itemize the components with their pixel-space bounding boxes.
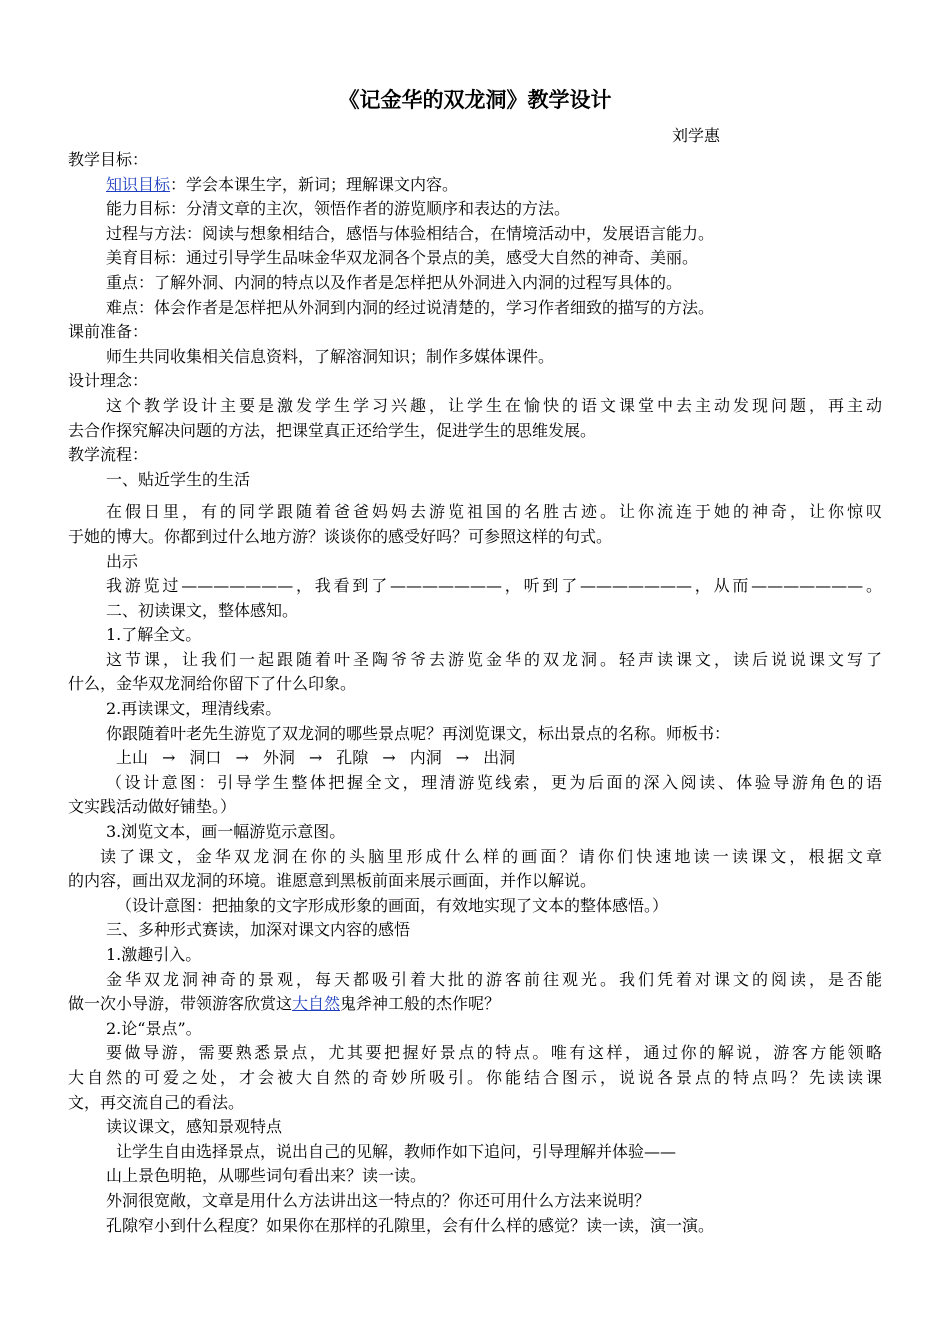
paragraph-line: 什么，金华双龙洞给你留下了什么印象。 xyxy=(68,674,357,694)
section-title: 一、贴近学生的生活 xyxy=(106,469,251,489)
prep-text: 师生共同收集相关信息资料，了解溶洞知识；制作多媒体课件。 xyxy=(106,346,555,366)
flow-heading: 教学流程： xyxy=(68,445,149,465)
arrow-icon: → xyxy=(235,748,249,768)
paragraph-line: 大自然的可爱之处，才会被大自然的奇妙所吸引。你能结合图示，说说各景点的特点吗？先读读课 xyxy=(68,1067,882,1087)
paragraph-line: 金华双龙洞神奇的景观，每天都吸引着大批的游客前往观光。我们凭着对课文的阅读，是否能 xyxy=(106,969,882,989)
goal-knowledge-text: ：学会本课生字，新词；理解课文内容。 xyxy=(170,174,459,194)
document-title: 《记金华的双龙洞》教学设计 xyxy=(338,88,612,112)
paragraph-text: 鬼斧神工般的杰作呢？ xyxy=(340,994,501,1014)
step-title: 1.激趣引入。 xyxy=(106,945,202,964)
step-title: 2.再读课文，理清线索。 xyxy=(106,699,282,719)
paragraph-line: 你跟随着叶老先生游览了双龙洞的哪些景点呢？再浏览课文，标出景点的名称。师板书： xyxy=(106,723,731,743)
design-intent-line: 文实践活动做好铺垫。） xyxy=(68,797,237,817)
paragraph-line: 在假日里，有的同学跟随着爸爸妈妈去游览祖国的名胜古迹。让你流连于她的神奇，让你惊叹 xyxy=(106,502,882,522)
show-label: 出示 xyxy=(106,551,139,571)
paragraph-line xyxy=(68,992,882,1017)
sentence-pattern: 我游览过———————，我看到了———————，听到了———————，从而———————。 xyxy=(106,576,882,596)
nature-link[interactable]: 大自然 xyxy=(292,994,341,1014)
route-stop: 外洞 xyxy=(262,748,295,768)
arrow-icon: → xyxy=(308,748,323,768)
arrow-icon: → xyxy=(162,748,176,768)
section-title: 三、多种形式赛读，加深对课文内容的感悟 xyxy=(106,920,411,940)
arrow-icon: → xyxy=(455,748,470,768)
paragraph-line: 要做导游，需要熟悉景点，尤其要把握好景点的特点。唯有这样，通过你的解说，游客方能领略 xyxy=(106,1043,882,1063)
author-name: 刘学惠 xyxy=(672,126,721,145)
design-intent-line: （设计意图：引导学生整体把握全文，理清游览线索，更为后面的深入阅读、体验导游角色的语 xyxy=(106,772,882,792)
route-stop: 出洞 xyxy=(483,748,516,768)
question-line: 外洞很宽敞，文章是用什么方法讲出这一特点的？你还可用什么方法来说明？ xyxy=(106,1190,651,1210)
goal-key-point: 重点：了解外洞、内洞的特点以及作者是怎样把从外洞进入内洞的过程写具体的。 xyxy=(106,272,683,292)
document-body xyxy=(68,148,882,1238)
step-title: 2.论“景点”。 xyxy=(106,1018,202,1038)
paragraph-line: 的内容，画出双龙洞的环境。谁愿意到黑板前面来展示画面，并作以解说。 xyxy=(68,871,597,891)
concept-line: 去合作探究解决问题的方法，把课堂真正还给学生，促进学生的思维发展。 xyxy=(68,420,597,440)
paragraph-line: 于她的博大。你都到过什么地方游？谈谈你的感受好吗？可参照这样的句式。 xyxy=(68,526,613,546)
question-line: 山上景色明艳，从哪些词句看出来？读一读。 xyxy=(106,1166,427,1186)
prep-heading: 课前准备： xyxy=(68,322,149,342)
route-stop: 洞口 xyxy=(189,748,222,768)
paragraph-line: 文，再交流自己的看法。 xyxy=(68,1092,245,1112)
goal-knowledge xyxy=(68,173,882,198)
knowledge-goal-link[interactable]: 知识目标 xyxy=(106,174,171,194)
goal-difficulty: 难点：体会作者是怎样把从外洞到内洞的经过说清楚的，学习作者细致的描写的方法。 xyxy=(106,297,715,317)
paragraph-text: 做一次小导游，带领游客欣赏这 xyxy=(68,994,293,1014)
goal-process: 过程与方法：阅读与想象相结合，感悟与体验相结合，在情境活动中，发展语言能力。 xyxy=(106,223,715,243)
paragraph-line: 这节课，让我们一起跟随着叶圣陶爷爷去游览金华的双龙洞。轻声读课文，读后说说课文写了 xyxy=(106,649,882,669)
guide-text: 让学生自由选择景点，说出自己的见解，教师作如下追问，引导理解并体验—— xyxy=(116,1141,677,1161)
design-intent-line: （设计意图：把抽象的文字形成形象的画面，有效地实现了文本的整体感悟。） xyxy=(116,895,669,915)
route-stop: 上山 xyxy=(116,748,149,768)
arrow-icon: → xyxy=(382,748,396,768)
step-title: 1.了解全文。 xyxy=(106,625,202,645)
concept-line: 这个教学设计主要是激发学生学习兴趣，让学生在愉快的语文课堂中去主动发现问题，再主动 xyxy=(106,395,882,415)
step-title: 3.浏览文本，画一幅游览示意图。 xyxy=(106,822,346,842)
goals-heading: 教学目标： xyxy=(68,150,149,169)
paragraph-line: 读了课文，金华双龙洞在你的头脑里形成什么样的画面？请你们快速地读一读课文，根据文章 xyxy=(100,846,882,866)
question-line: 孔隙窄小到什么程度？如果你在那样的孔隙里，会有什么样的感觉？读一读，演一演。 xyxy=(106,1215,715,1235)
sub-heading: 读议课文，感知景观特点 xyxy=(106,1117,283,1137)
goal-aesthetic: 美育目标：通过引导学生品味金华双龙洞各个景点的美，感受大自然的神奇、美丽。 xyxy=(106,248,699,268)
concept-heading: 设计理念： xyxy=(68,371,149,391)
route-board xyxy=(68,746,882,771)
route-stop: 内洞 xyxy=(409,748,442,768)
route-stop: 孔隙 xyxy=(336,748,369,768)
goal-ability: 能力目标：分清文章的主次，领悟作者的游览顺序和表达的方法。 xyxy=(106,199,571,219)
section-title: 二、初读课文，整体感知。 xyxy=(106,600,299,620)
